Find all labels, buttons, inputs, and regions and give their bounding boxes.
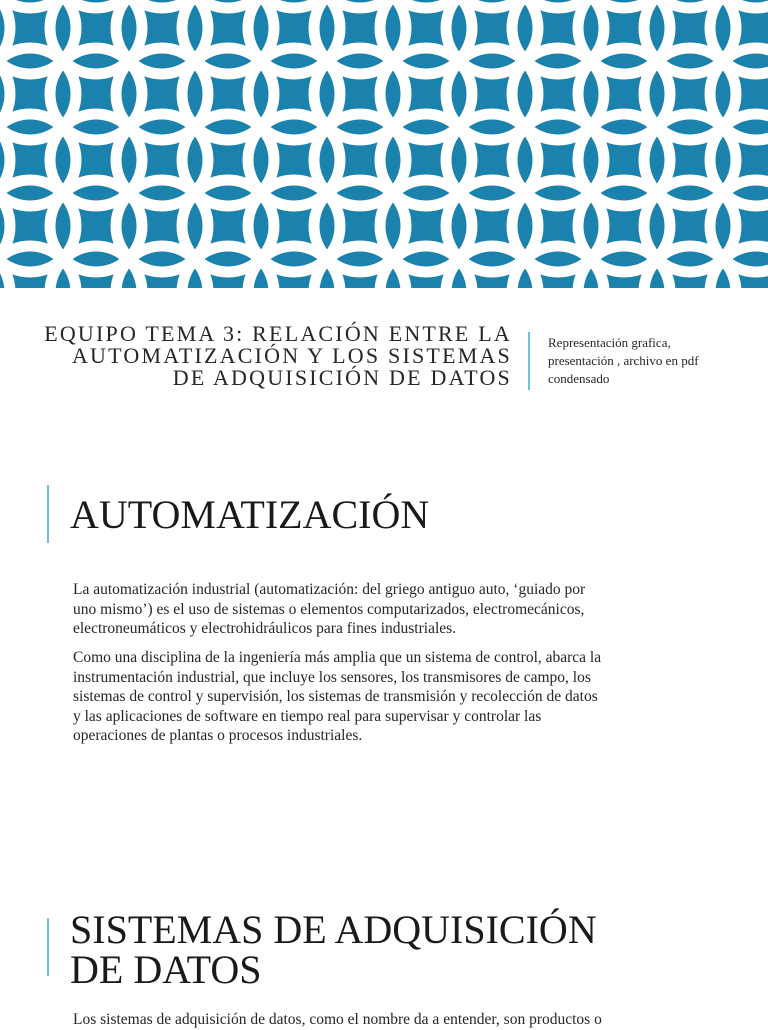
paragraph-line: instrumentación industrial, que incluye los sensores, los transmisores de campo, los [73,668,591,686]
paragraph-line: sistemas de control y supervisión, los sistemas de transmisión y recolección de datos [73,688,598,705]
body-paragraph [73,1010,693,1030]
title-line: EQUIPO TEMA 3: RELACIÓN ENTRE LA [44,321,512,346]
paragraph-line: uno mismo’) es el uso de sistemas o elementos computarizados, electromecánicos, [73,600,585,618]
paragraph-line: y las aplicaciones de software en tiempo real para supervisar y controlar las [73,707,542,725]
presentation-title [20,323,512,389]
section-heading-automatizacion: AUTOMATIZACIÓN [70,492,430,537]
presentation-subtitle [548,334,748,388]
section-heading-sistemas [70,907,597,992]
title-divider [528,332,530,390]
paragraph-line: operaciones de plantas o procesos industriales. [73,727,363,744]
paragraph-line: Los sistemas de adquisición de datos, como el nombre da a entender, son productos o [73,1011,602,1028]
title-line: DE ADQUISICIÓN DE DATOS [172,365,512,390]
title-line: AUTOMATIZACIÓN Y LOS SISTEMAS [71,343,512,368]
body-paragraph [73,648,693,746]
subtitle-line: presentación , archivo en pdf [548,353,699,368]
paragraph-line: La automatización industrial (automatización: del griego antiguo auto, ‘guiado por [73,581,586,598]
heading-line: DE DATOS [70,947,262,992]
heading-line: SISTEMAS DE ADQUISICIÓN [70,907,597,952]
paragraph-line: electroneumáticos y electrohidráulicos para fines industriales. [73,620,457,637]
section-divider [47,485,49,543]
subtitle-line: condensado [548,371,610,386]
circle-pattern-banner [0,0,768,288]
section-divider [47,918,49,976]
paragraph-line: Como una disciplina de la ingeniería más amplia que un sistema de control, abarca la [73,649,602,666]
subtitle-line: Representación grafica, [548,335,671,350]
body-paragraph [73,580,693,639]
